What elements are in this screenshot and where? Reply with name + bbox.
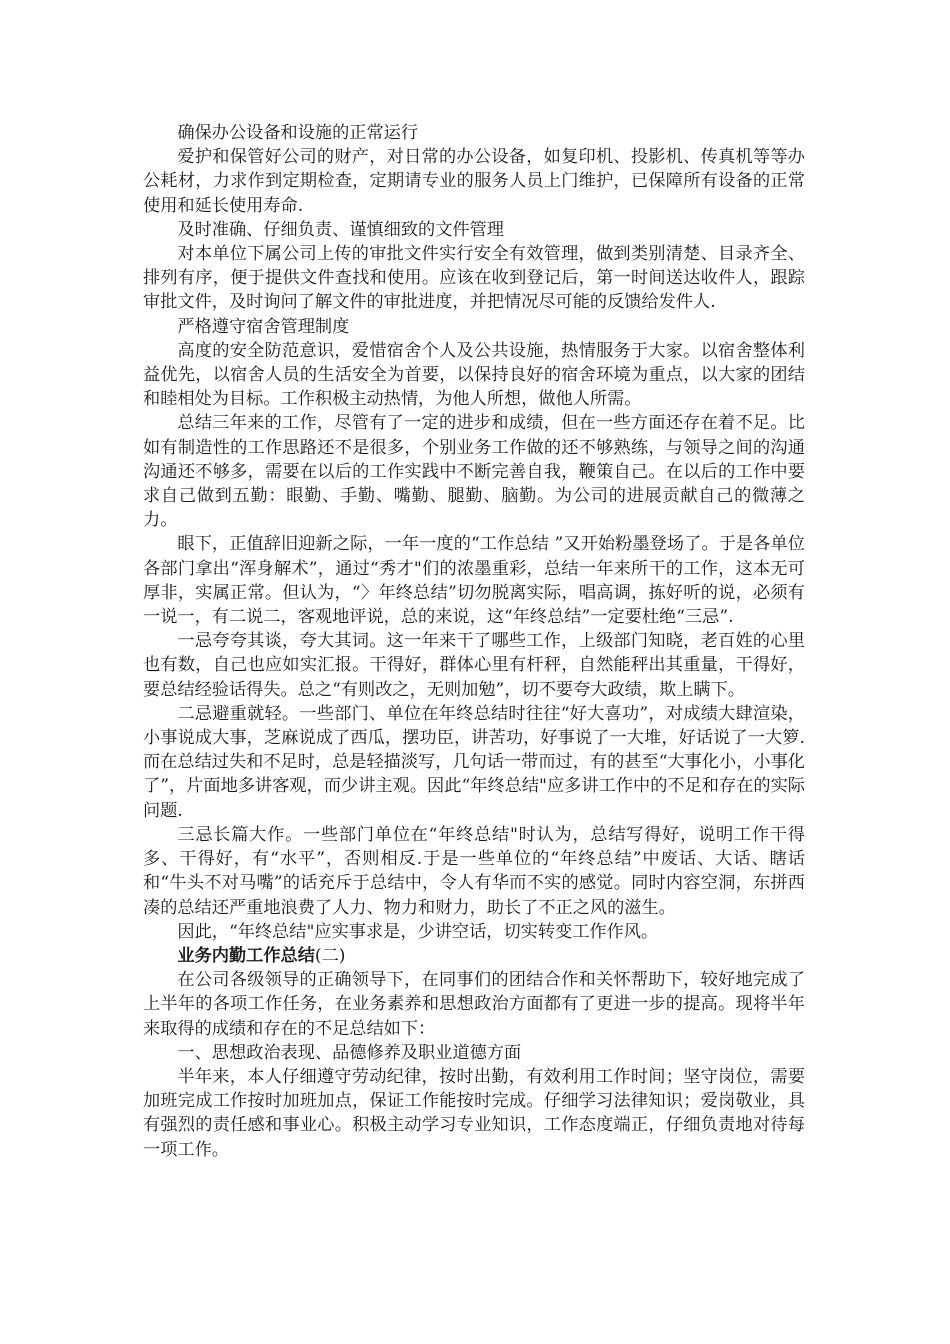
body-paragraph: 眼下，正值辞旧迎新之际，一年一度的“工作总结 ”又开始粉墨登场了。于是各单位各部门拿出“浑身解术”，通过“秀才"们的浓墨重彩，总结一年来所干的工作，这本无可厚非，实属正常。但认为，“〉年终总结”切勿脱离实际，唱高调，拣好听的说，必须有一说一，有二说二，客观地评说，总的来说，这“年终总结”一定要杜绝“三忌”. <box>143 534 805 628</box>
body-paragraph: 二忌避重就轻。一些部门、单位在年终总结时往往“好大喜功”，对成绩大肆渲染，小事说成大事，芝麻说成了西瓜，摆功臣，讲苦功，好事说了一大堆，好话说了一大箩.而在总结过失和不足时，总是轻描淡写，几句话一带而过，有的甚至“大事化小，小事化了”，片面地多讲客观，而少讲主观。因此“年终总结"应多讲工作中的不足和存在的实际问题. <box>143 703 805 821</box>
body-paragraph: 在公司各级领导的正确领导下，在同事们的团结合作和关怀帮助下，较好地完成了上半年的各项工作任务，在业务素养和思想政治方面都有了更进一步的提高。现将半年来取得的成绩和存在的不足总结如下： <box>143 970 805 1039</box>
section-heading: 及时准确、仔细负责、谨慎细致的文件管理 <box>177 219 504 240</box>
body-paragraph: 三忌长篇大作。一些部门单位在“年终总结"时认为，总结写得好，说明工作干得多、干得好，有“水平”，否则相反.于是一些单位的“年终总结”中废话、大话、瞎话和“牛头不对马嘴”的话充斥于总结中，令人有华而不实的感觉。同时内容空洞，东拼西凑的总结还严重地浪费了人力、物力和财力，助长了不正之风的滋生。 <box>143 824 805 918</box>
document-title <box>143 944 805 968</box>
body-paragraph: 因此，“年终总结"应实事求是，少讲空话，切实转变工作作风。 <box>177 921 659 942</box>
document-page <box>143 121 805 1162</box>
body-paragraph: 对本单位下属公司上传的审批文件实行安全有效管理，做到类别清楚、目录齐全、排列有序，便于提供文件查找和使用。应该在收到登记后，第一时间送达收件人，跟踪审批文件，及时询问了解文件的审批进度，并把情况尽可能的反馈给发件人. <box>143 244 805 313</box>
body-paragraph: 总结三年来的工作，尽管有了一定的进步和成绩，但在一些方面还存在着不足。比如有制造性的工作思路还不是很多，个别业务工作做的还不够熟练，与领导之间的沟通沟通还不够多，需要在以后的工作实践中不断完善自我，鞭策自己。在以后的工作中要求自己做到五勤：眼勤、手勤、嘴勤、腿勤、脑勤。为公司的进展贡献自己的微薄之力。 <box>143 413 805 531</box>
section-heading: 一、思想政治表现、品德修养及职业道德方面 <box>177 1042 522 1063</box>
body-paragraph: 高度的安全防范意识，爱惜宿舍个人及公共设施，热情服务于大家。以宿舍整体利益优先，以宿舍人员的生活安全为首要，以保持良好的宿舍环境为重点，以大家的团结和睦相处为目标。工作积极主动热情，为他人所想，做他人所需。 <box>143 340 805 410</box>
document-title-suffix: (二) <box>314 945 346 966</box>
body-paragraph: 一忌夸夸其谈，夸大其词。这一年来干了哪些工作，上级部门知晓，老百姓的心里也有数，自己也应如实汇报。干得好，群体心里有杆秤，自然能秤出其重量，干得好，要总结经验话得失。总之“有则改之，无则加勉”，切不要夸大政绩，欺上瞒下。 <box>143 631 805 700</box>
document-title-text: 业务内勤工作总结 <box>177 945 315 966</box>
section-heading: 确保办公设备和设施的正常运行 <box>177 123 419 143</box>
body-paragraph: 半年来，本人仔细遵守劳动纪律，按时出勤，有效利用工作时间；坚守岗位，需要加班完成工作按时加班加点，保证工作能按时完成。仔细学习法律知识；爱岗敬业，具有强烈的责任感和事业心。积极主动学习专业知识，工作态度端正，仔细负责地对待每一项工作。 <box>143 1066 805 1160</box>
body-paragraph: 爱护和保管好公司的财产，对日常的办公设备，如复印机、投影机、传真机等等办公耗材，力求作到定期检查，定期请专业的服务人员上门维护，已保障所有设备的正常使用和延长使用寿命. <box>143 147 805 216</box>
section-heading: 严格遵守宿舍管理制度 <box>177 316 350 337</box>
